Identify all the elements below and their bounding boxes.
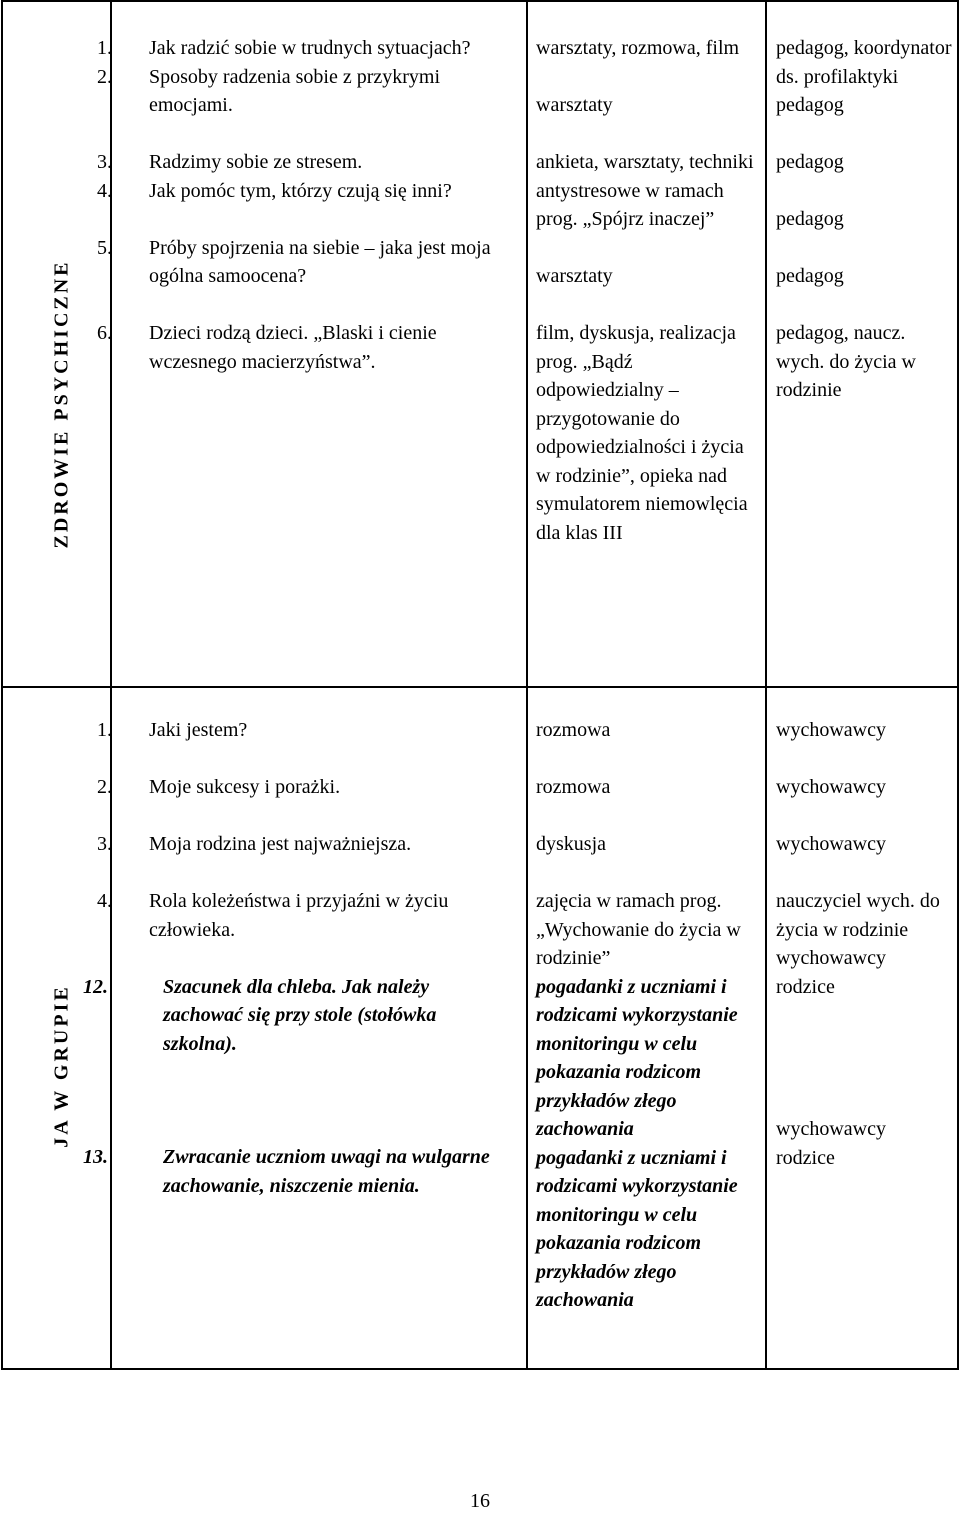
column-divider xyxy=(110,0,112,1370)
column-divider xyxy=(526,0,528,1370)
form-item: dyskusja xyxy=(536,833,606,855)
responsible-column xyxy=(776,34,954,405)
topics-column xyxy=(97,34,513,376)
form-item: rozmowa xyxy=(536,776,611,798)
section-divider xyxy=(1,686,959,688)
forms-column xyxy=(536,716,762,1315)
topic-item: 13. Zwracanie uczniom uwagi na wulgarne zachowanie, niszczenie mienia. xyxy=(83,1146,490,1197)
form-item: warsztaty xyxy=(536,94,613,116)
responsible-item: pedagog xyxy=(776,265,844,287)
topic-item: 6. Dzieci rodzą dzieci. „Blaski i cienie wczesnego macierzyństwa”. xyxy=(97,322,437,373)
topic-item: 1. Jaki jestem? xyxy=(97,719,248,741)
responsible-item: wychowawcy xyxy=(776,947,886,969)
form-item: pogadanki z uczniami i rodzicami wykorzystanie monitoringu w celu pokazania rodzicom przykładów złego zachowania xyxy=(536,1146,738,1311)
form-item: warsztaty xyxy=(536,265,613,287)
column-divider xyxy=(765,0,767,1370)
responsible-item: pedagog, naucz. wych. do życia w rodzinie xyxy=(776,322,916,401)
topic-item: 1. Jak radzić sobie w trudnych sytuacjach? xyxy=(97,37,471,59)
topic-item: 4. Rola koleżeństwa i przyjaźni w życiu człowieka. xyxy=(97,890,449,941)
responsible-item: pedagog, koordynator ds. profilaktyki xyxy=(776,37,952,88)
responsible-column xyxy=(776,716,954,1172)
responsible-item: nauczyciel wych. do życia w rodzinie xyxy=(776,890,940,941)
topic-item: 2. Moje sukcesy i porażki. xyxy=(97,776,341,798)
responsible-item: wychowawcy xyxy=(776,833,886,855)
form-item: rozmowa xyxy=(536,719,611,741)
topic-item: 3. Radzimy sobie ze stresem. xyxy=(97,151,363,173)
responsible-item: rodzice xyxy=(776,975,835,998)
topic-item: 4. Jak pomóc tym, którzy czują się inni? xyxy=(97,179,452,202)
responsible-item: rodzice xyxy=(776,1146,835,1169)
responsible-item: wychowawcy xyxy=(776,776,886,798)
form-item: zajęcia w ramach prog. „Wychowanie do życia w rodzinie” xyxy=(536,890,741,969)
topic-item: 2. Sposoby radzenia sobie z przykrymi emocjami. xyxy=(97,65,441,116)
form-item: warsztaty, rozmowa, film xyxy=(536,37,740,59)
form-item: pogadanki z uczniami i rodzicami wykorzystanie monitoringu w celu pokazania rodzicom przykładów złego zachowania xyxy=(536,975,738,1140)
forms-column xyxy=(536,34,758,547)
responsible-item: pedagog xyxy=(776,94,844,116)
topic-item: 3. Moja rodzina jest najważniejsza. xyxy=(97,833,412,855)
topics-column xyxy=(83,716,513,1200)
topic-item: 5. Próby spojrzenia na siebie – jaka jest moja ogólna samoocena? xyxy=(97,236,491,287)
section-label-text: ZDROWIE PSYCHICZNE xyxy=(50,259,73,549)
page-number: 16 xyxy=(470,1490,490,1512)
section-label-text: JA W GRUPIE xyxy=(50,984,73,1148)
responsible-item: pedagog xyxy=(776,151,844,173)
form-item: ankieta, warsztaty, techniki antystresowe w ramach prog. „Spójrz inaczej” xyxy=(536,151,754,230)
responsible-item: wychowawcy xyxy=(776,719,886,741)
responsible-item: pedagog xyxy=(776,208,844,230)
responsible-item: wychowawcy xyxy=(776,1118,886,1140)
topic-item: 12. Szacunek dla chleba. Jak należy zachować się przy stole (stołówka szkolna). xyxy=(83,975,437,1055)
form-item: film, dyskusja, realizacja prog. „Bądź odpowiedzialny – przygotowanie do odpowiedzialności i życia w rodzinie”, opieka nad symulatorem niemowlęcia dla klas III xyxy=(536,322,748,544)
